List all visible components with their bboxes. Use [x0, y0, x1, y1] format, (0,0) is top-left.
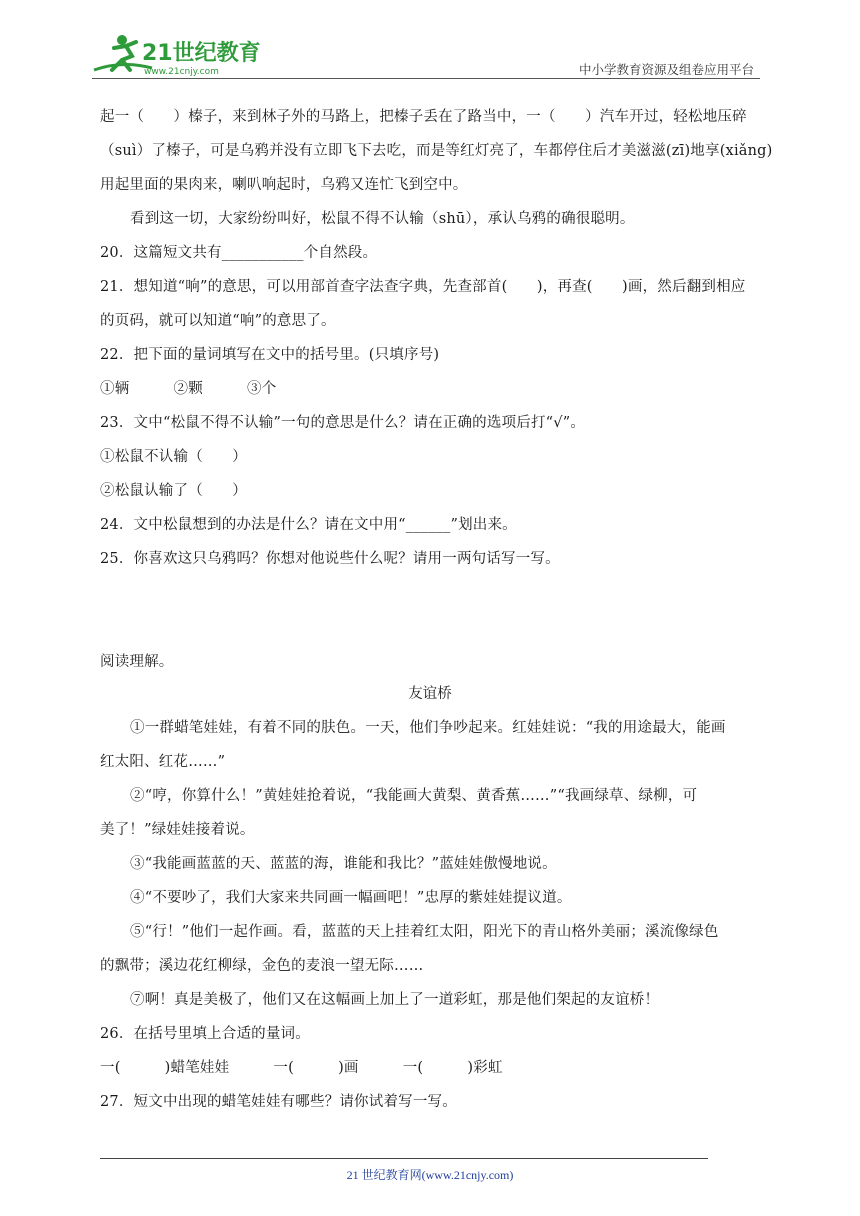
- question-26-blanks: 一( )蜡笔娃娃 一( )画 一( )彩虹: [100, 1060, 503, 1076]
- question-27: 27．短文中出现的蜡笔娃娃有哪些？请你试着写一写。: [100, 1094, 457, 1110]
- header-divider: [92, 78, 760, 79]
- platform-name: 中小学教育资源及组卷应用平台: [578, 62, 754, 77]
- question-23: 23．文中“松鼠不得不认输”一句的意思是什么？请在正确的选项后打“√”。: [100, 415, 586, 431]
- question-25: 25．你喜欢这只乌鸦吗？你想对他说些什么呢？请用一两句话写一写。: [100, 551, 560, 567]
- passage-line: 看到这一切，大家纷纷叫好，松鼠不得不认输（shū），承认乌鸦的确很聪明。: [130, 211, 635, 227]
- question-22: 22．把下面的量词填写在文中的括号里。(只填序号): [100, 347, 440, 363]
- question-23-option-2: ②松鼠认输了（ ）: [100, 483, 247, 499]
- passage-line: ⑦啊！真是美极了，他们又在这幅画上加上了一道彩虹，那是他们架起的友谊桥！: [130, 992, 660, 1008]
- logo-url: www.21cnjy.com: [144, 67, 219, 77]
- passage-line: ②“哼，你算什么！”黄娃娃抢着说，“我能画大黄梨、黄香蕉……”“我画绿草、绿柳，可: [130, 788, 698, 804]
- question-26: 26．在括号里填上合适的量词。: [100, 1026, 310, 1042]
- passage-line: 美了！”绿娃娃接着说。: [100, 822, 255, 838]
- question-21: 21．想知道“响”的意思，可以用部首查字法查字典，先查部首( )，再查( )画，然后翻到相应: [100, 279, 746, 295]
- passage-line: ①一群蜡笔娃娃，有着不同的肤色。一天，他们争吵起来。红娃娃说：“我的用途最大，能画: [130, 720, 726, 736]
- question-21-cont: 的页码，就可以知道“响”的意思了。: [100, 313, 336, 329]
- passage-line: （suì）了榛子，可是乌鸦并没有立即飞下去吃，而是等红灯亮了，车都停住后才美滋滋(zī)地享(xiǎng): [100, 143, 773, 159]
- passage-line: ⑤“行！”他们一起作画。看，蓝蓝的天上挂着红太阳，阳光下的青山格外美丽；溪流像绿色: [130, 924, 719, 940]
- page-header: [92, 30, 760, 80]
- passage-line: ④“不要吵了，我们大家来共同画一幅画吧！”忠厚的紫娃娃提议道。: [130, 890, 572, 906]
- passage-line: 红太阳、红花……”: [100, 754, 226, 770]
- passage-line: 起一（ ）榛子，来到林子外的马路上，把榛子丢在了路当中，一（ ）汽车开过，轻松地压碎: [100, 109, 747, 125]
- passage-line: 用起里面的果肉来，喇叭响起时，乌鸦又连忙飞到空中。: [100, 177, 468, 193]
- passage-title: 友谊桥: [408, 686, 452, 702]
- question-20: 20．这篇短文共有___________个自然段。: [100, 245, 378, 261]
- passage-line: ③“我能画蓝蓝的天、蓝蓝的海，谁能和我比？”蓝娃娃傲慢地说。: [130, 856, 557, 872]
- question-22-options: ①辆 ②颗 ③个: [100, 381, 277, 397]
- question-23-option-1: ①松鼠不认输（ ）: [100, 449, 247, 465]
- passage-line: 的飘带；溪边花红柳绿，金色的麦浪一望无际……: [100, 958, 424, 974]
- section-heading: 阅读理解。: [100, 654, 174, 670]
- site-logo: [92, 30, 262, 78]
- footer-divider: [100, 1158, 708, 1159]
- page-footer: 21 世纪教育网(www.21cnjy.com): [346, 1168, 514, 1182]
- logo-text: 21世纪教育: [142, 41, 261, 66]
- question-24: 24．文中松鼠想到的办法是什么？请在文中用“______”划出来。: [100, 517, 517, 533]
